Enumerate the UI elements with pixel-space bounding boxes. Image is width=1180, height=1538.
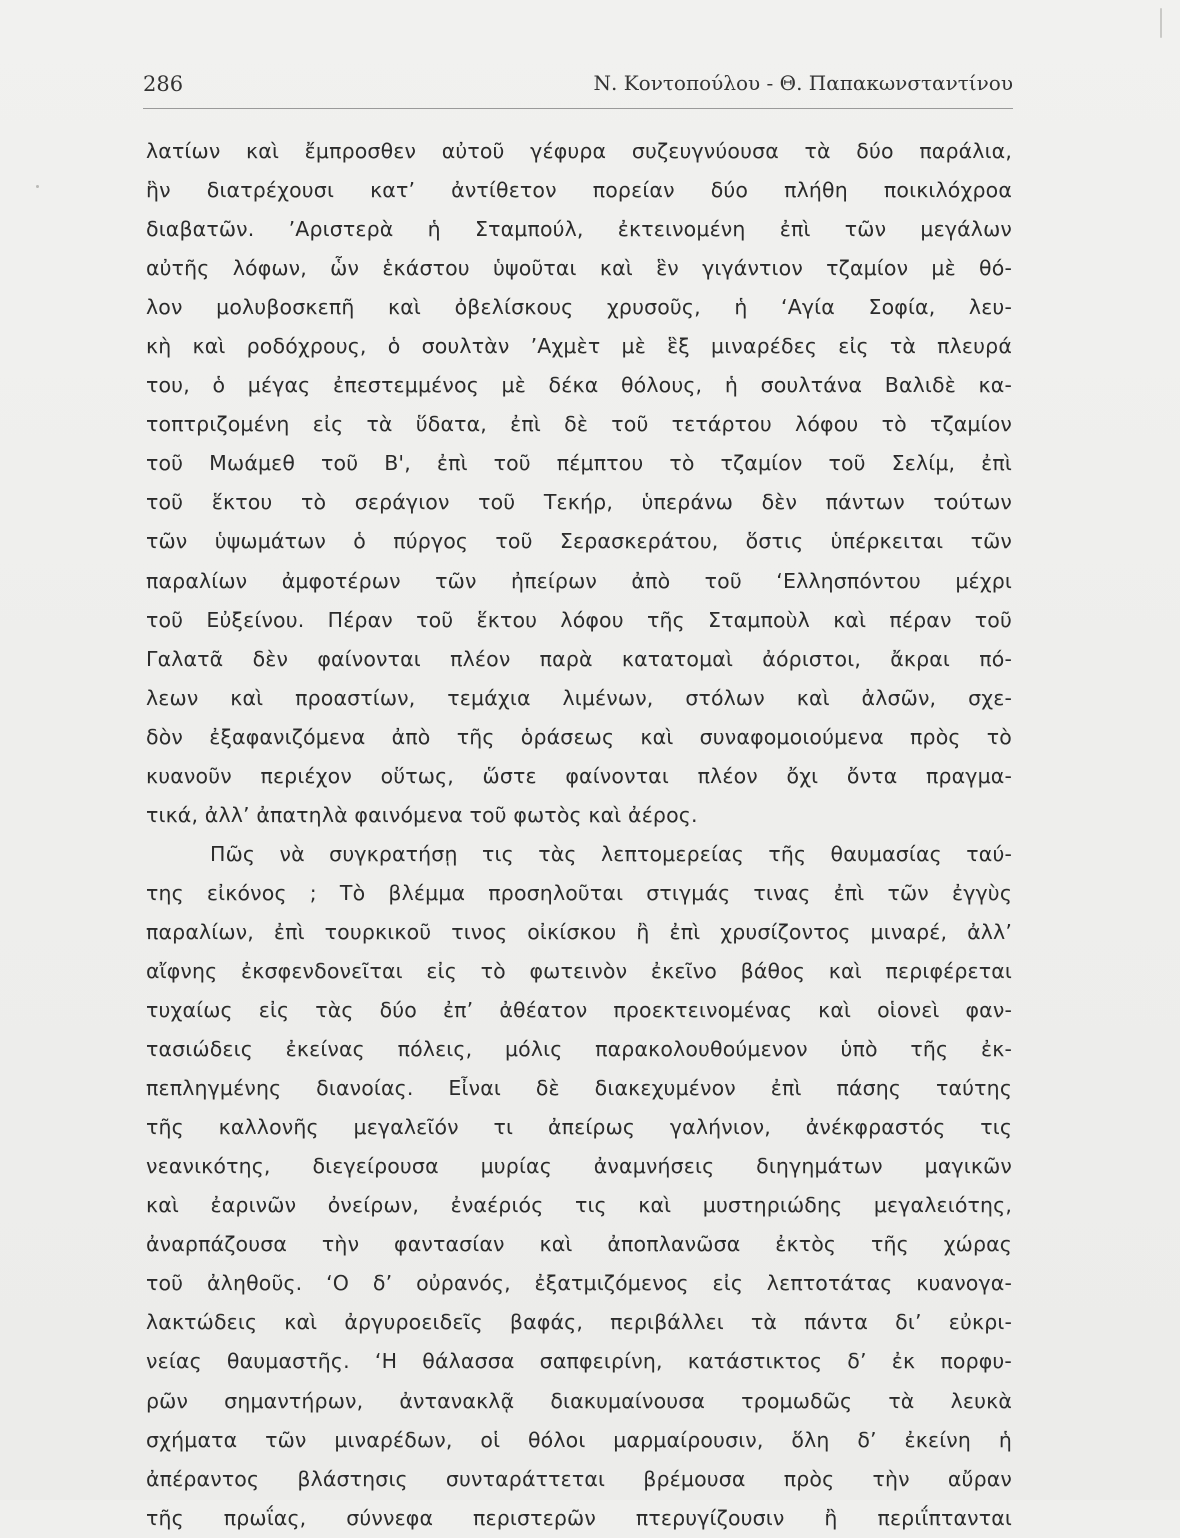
text-line: τοῦ Εὐξείνου. Πέραν τοῦ ἕκτου λόφου τῆς Σταμποὺλ καὶ πέραν τοῦ (146, 607, 1012, 632)
text-line: τασιώδεις ἐκείνας πόλεις, μόλις παρακολουθούμενον ὑπὸ τῆς ἐκ- (146, 1037, 1012, 1062)
body-text (146, 132, 1012, 1538)
text-line: αὐτῆς λόφων, ὧν ἑκάστου ὑψοῦται καὶ ἓν γιγάντιον τζαμίον μὲ θό- (146, 256, 1012, 281)
text-line: πεπληγμένης διανοίας. Εἶναι δὲ διακεχυμένον ἐπὶ πάσης ταύτης (146, 1076, 1012, 1101)
text-line: σχήματα τῶν μιναρέδων, οἱ θόλοι μαρμαίρουσιν, ὅλη δ’ ἐκείνη ἡ (146, 1427, 1012, 1452)
text-line: λακτώδεις καὶ ἀργυροειδεῖς βαφάς, περιβάλλει τὰ πάντα δι’ εὐκρι- (146, 1310, 1012, 1335)
paper-speck (1160, 8, 1162, 38)
text-line: τοπτριζομένη εἰς τὰ ὕδατα, ἐπὶ δὲ τοῦ τετάρτου λόφου τὸ τζαμίον (146, 412, 1012, 437)
text-line: λεων καὶ προαστίων, τεμάχια λιμένων, στόλων καὶ ἀλσῶν, σχε- (146, 685, 1012, 710)
text-line: κυανοῦν περιέχον οὕτως, ὥστε φαίνονται πλέον ὄχι ὄντα πραγμα- (146, 763, 1012, 788)
text-line: αἴφνης ἐκσφενδονεῖται εἰς τὸ φωτεινὸν ἐκεῖνο βάθος καὶ περιφέρεται (146, 958, 1012, 983)
running-head: Ν. Κοντοπούλου - Θ. Παπακωνσταντίνου (593, 71, 1013, 95)
text-line: καὶ ἐαρινῶν ὀνείρων, ἐναέριός τις καὶ μυστηριώδης μεγαλειότης, (146, 1193, 1012, 1218)
text-line-paragraph-start: Πῶς νὰ συγκρατήσῃ τις τὰς λεπτομερείας τῆς θαυμασίας ταύ- (210, 841, 1012, 866)
text-line: κὴ καὶ ροδόχρους, ὁ σουλτὰν ’Αχμὲτ μὲ ἓξ μιναρέδες εἰς τὰ πλευρά (146, 334, 1012, 359)
text-line: παραλίων, ἐπὶ τουρκικοῦ τινος οἰκίσκου ἢ ἐπὶ χρυσίζοντος μιναρέ, ἀλλ’ (146, 919, 1012, 944)
text-line: του, ὁ μέγας ἐπεστεμμένος μὲ δέκα θόλους, ἡ σουλτάνα Βαλιδὲ κα- (146, 373, 1012, 398)
text-line-paragraph-end: τικά, ἀλλ’ ἀπατηλὰ φαινόμενα τοῦ φωτὸς καὶ ἀέρος. (146, 802, 698, 827)
text-line: δὸν ἐξαφανιζόμενα ἀπὸ τῆς ὁράσεως καὶ συναφομοιούμενα πρὸς τὸ (146, 724, 1012, 749)
text-line: ἣν διατρέχουσι κατ’ ἀντίθετον πορείαν δύο πλήθη ποικιλόχροα (146, 178, 1012, 203)
text-line: διαβατῶν. ’Αριστερὰ ἡ Σταμπούλ, ἐκτεινομένη ἐπὶ τῶν μεγάλων (146, 217, 1012, 242)
text-line: παραλίων ἀμφοτέρων τῶν ἠπείρων ἀπὸ τοῦ ‘Ελλησπόντου μέχρι (146, 568, 1012, 593)
text-line: της εἰκόνος ; Τὸ βλέμμα προσηλοῦται στιγμάς τινας ἐπὶ τῶν ἐγγὺς (146, 880, 1012, 905)
text-line: νεανικότης, διεγείρουσα μυρίας ἀναμνήσεις διηγημάτων μαγικῶν (146, 1154, 1012, 1179)
text-line: ἀναρπάζουσα τὴν φαντασίαν καὶ ἀποπλανῶσα ἐκτὸς τῆς χώρας (146, 1232, 1012, 1257)
text-line: τυχαίως εἰς τὰς δύο ἐπ’ ἀθέατον προεκτεινομένας καὶ οἱονεὶ φαν- (146, 998, 1012, 1023)
text-line: τοῦ ἕκτου τὸ σεράγιον τοῦ Τεκήρ, ὑπεράνω δὲν πάντων τούτων (146, 490, 1012, 515)
page-header (143, 68, 1013, 108)
text-line: Γαλατᾶ δὲν φαίνονται πλέον παρὰ κατατομαὶ ἀόριστοι, ἄκραι πό- (146, 646, 1012, 671)
text-line: ἀπέραντος βλάστησις συνταράττεται βρέμουσα πρὸς τὴν αὔραν (146, 1466, 1012, 1491)
text-line: ρῶν σημαντήρων, ἀντανακλᾷ διακυμαίνουσα τρομωδῶς τὰ λευκὰ (146, 1388, 1012, 1413)
page-number: 286 (143, 72, 184, 96)
text-line: νείας θαυμαστῆς. ‘Η θάλασσα σαπφειρίνη, κατάστικτος δ’ ἐκ πορφυ- (146, 1349, 1012, 1374)
text-line: τῆς πρωΐας, σύννεφα περιστερῶν πτερυγίζουσιν ἢ περιΐπτανται (146, 1505, 1012, 1530)
text-line: τῶν ὑψωμάτων ὁ πύργος τοῦ Σερασκεράτου, ὅστις ὑπέρκειται τῶν (146, 529, 1012, 554)
paper-speck (36, 185, 39, 188)
text-line: λον μολυβοσκεπῆ καὶ ὀβελίσκους χρυσοῦς, ἡ ‘Αγία Σοφία, λευ- (146, 295, 1012, 320)
text-line: τοῦ Μωάμεθ τοῦ Β', ἐπὶ τοῦ πέμπτου τὸ τζαμίον τοῦ Σελίμ, ἐπὶ (146, 451, 1012, 476)
text-line: λατίων καὶ ἔμπροσθεν αὐτοῦ γέφυρα συζευγνύουσα τὰ δύο παράλια, (146, 139, 1012, 163)
text-line: τῆς καλλονῆς μεγαλεῖόν τι ἀπείρως γαλήνιον, ἀνέκφραστός τις (146, 1115, 1012, 1140)
header-rule (143, 108, 1013, 109)
text-line: τοῦ ἀληθοῦς. ‘Ο δ’ οὐρανός, ἐξατμιζόμενος εἰς λεπτοτάτας κυανογα- (146, 1271, 1012, 1296)
